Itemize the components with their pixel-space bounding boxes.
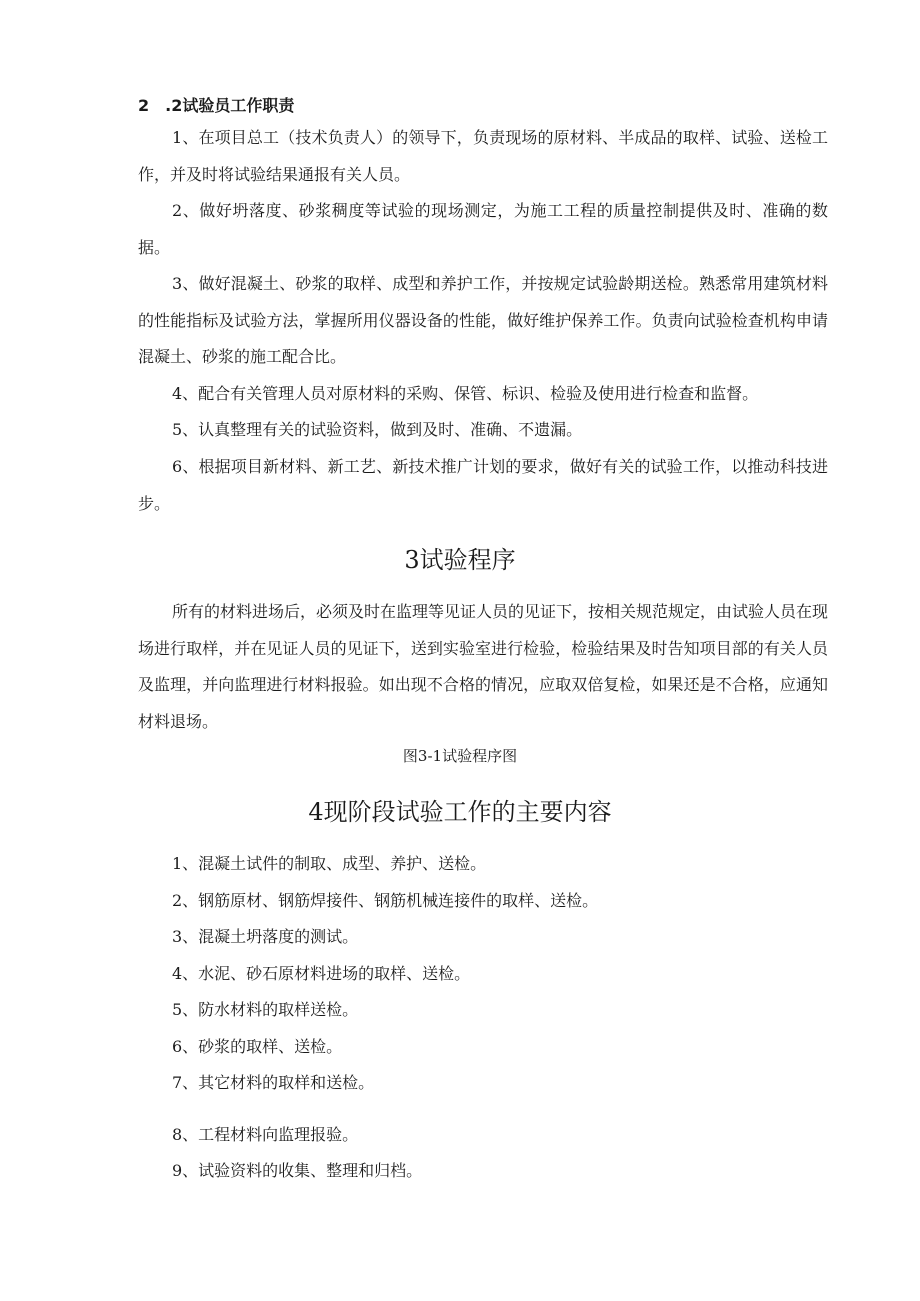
duty-paragraph-1: 1、在项目总工（技术负责人）的领导下，负责现场的原材料、半成品的取样、试验、送检工作，并及时将试验结果通报有关人员。 (138, 128, 828, 184)
work-item-2: 2、钢筋原材、钢筋焊接件、钢筋机械连接件的取样、送检。 (172, 891, 599, 910)
procedure-paragraph: 所有的材料进场后，必须及时在监理等见证人员的见证下，按相关规范规定，由试验人员在现场进行取样，并在见证人员的见证下，送到实验室进行检验，检验结果及时告知项目部的有关人员及监理，并向监理进行材料报验。如出现不合格的情况，应取双倍复检，如果还是不合格，应通知材料退场。 (138, 602, 829, 731)
section-4-title: 4现阶段试验工作的主要内容 (308, 798, 612, 826)
work-item-8: 8、工程材料向监理报验。 (172, 1125, 359, 1144)
work-item-4: 4、水泥、砂石原材料进场的取样、送检。 (172, 964, 471, 983)
section-2-2-heading: 2 .2试验员工作职责 (138, 96, 295, 115)
duty-paragraph-4: 4、配合有关管理人员对原材料的采购、保管、标识、检验及使用进行检查和监督。 (172, 384, 759, 403)
work-item-9: 9、试验资料的收集、整理和归档。 (172, 1161, 423, 1180)
section-3-title: 3试验程序 (404, 546, 516, 574)
work-item-6: 6、砂浆的取样、送检。 (172, 1037, 343, 1056)
duty-paragraph-6: 6、根据项目新材料、新工艺、新技术推广计划的要求，做好有关的试验工作，以推动科技进步。 (138, 457, 828, 513)
duty-paragraph-3: 3、做好混凝土、砂浆的取样、成型和养护工作，并按规定试验龄期送检。熟悉常用建筑材料的性能指标及试验方法，掌握所用仪器设备的性能，做好维护保养工作。负责向试验检查机构申请混凝土、砂浆的施工配合比。 (138, 274, 828, 366)
work-item-1: 1、混凝土试件的制取、成型、养护、送检。 (172, 854, 487, 873)
work-item-7: 7、其它材料的取样和送检。 (172, 1073, 375, 1092)
figure-caption: 图3-1试验程序图 (402, 747, 518, 765)
duty-paragraph-2: 2、做好坍落度、砂浆稠度等试验的现场测定，为施工工程的质量控制提供及时、准确的数据。 (138, 201, 828, 257)
work-item-5: 5、防水材料的取样送检。 (172, 1000, 359, 1019)
work-item-3: 3、混凝土坍落度的测试。 (172, 927, 359, 946)
duty-paragraph-5: 5、认真整理有关的试验资料，做到及时、准确、不遗漏。 (172, 420, 583, 439)
